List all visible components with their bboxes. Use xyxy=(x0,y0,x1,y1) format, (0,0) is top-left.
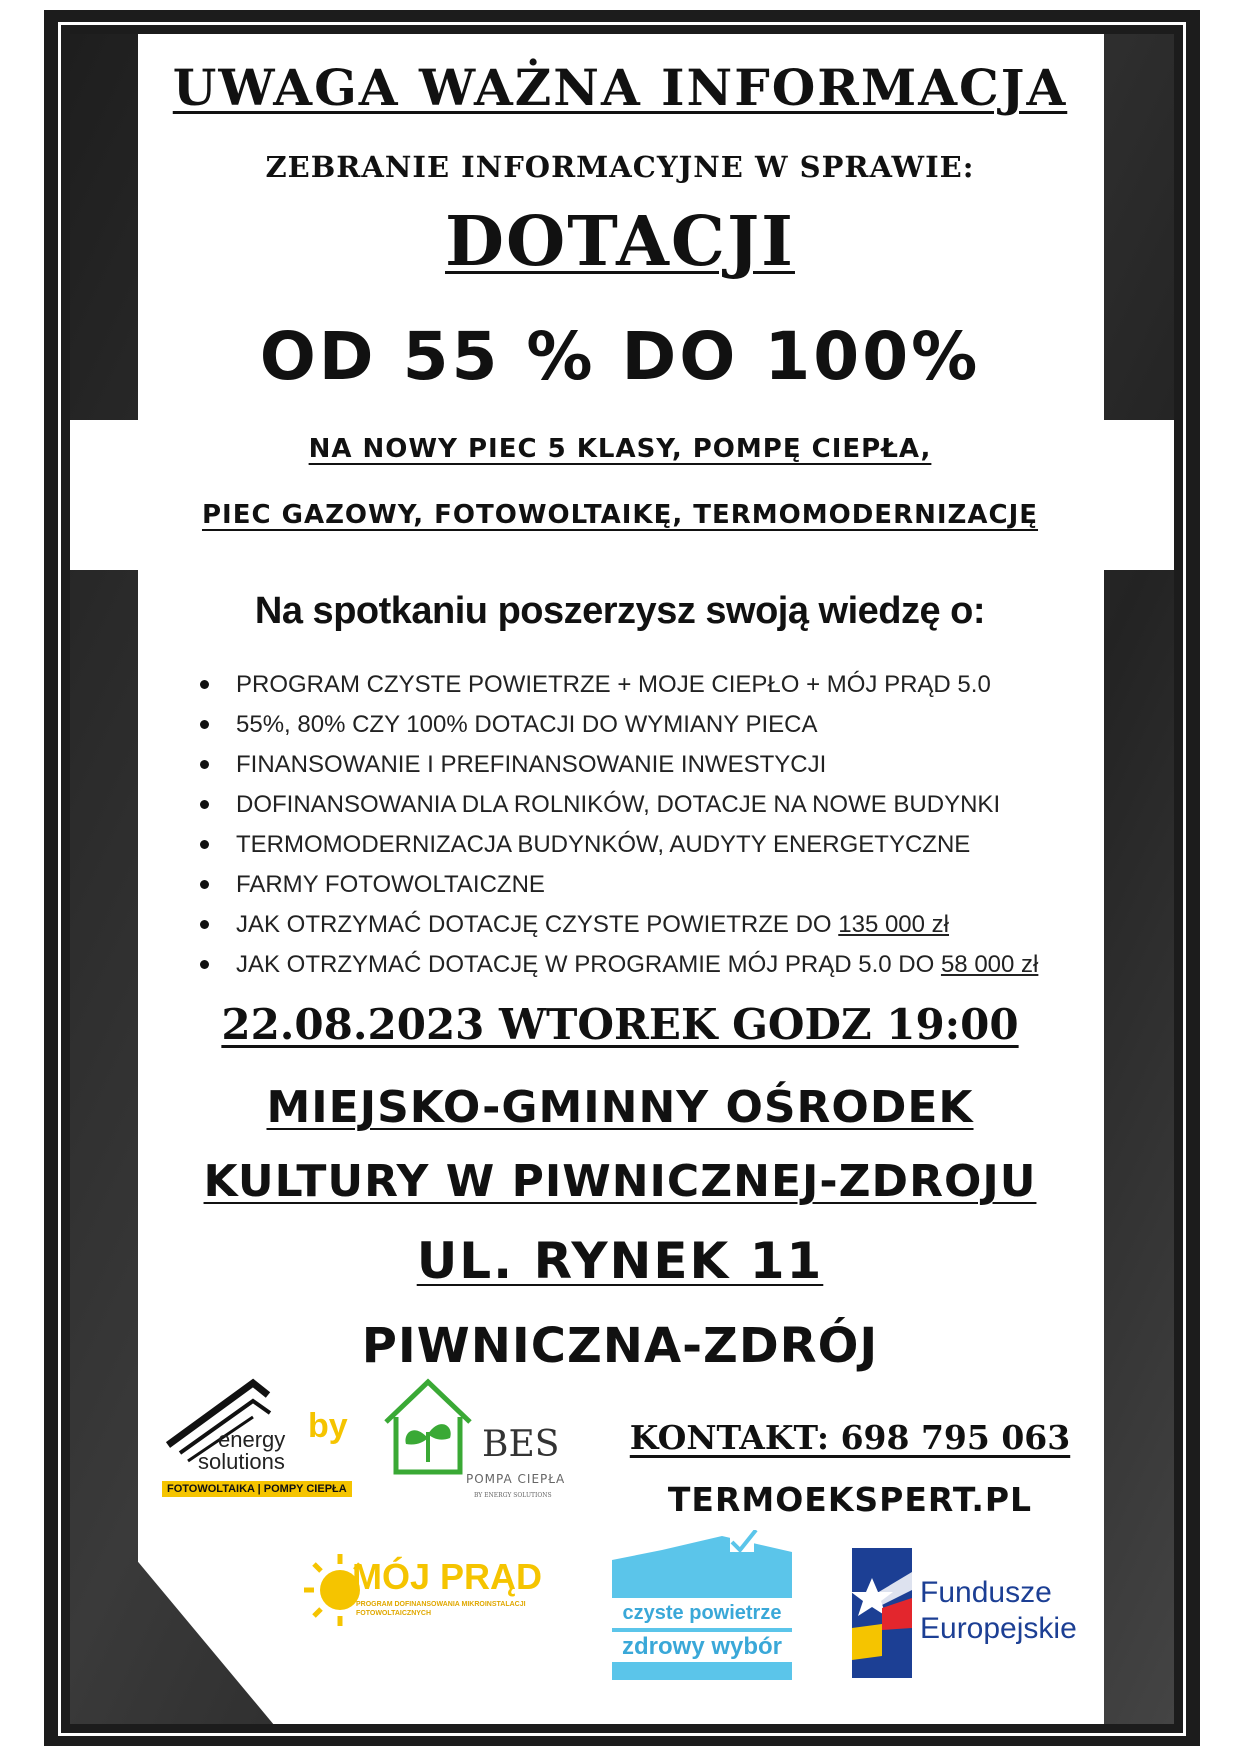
bullet-icon xyxy=(200,800,209,809)
list-item xyxy=(196,905,1096,945)
czyste-powietrze-logo xyxy=(612,1530,792,1680)
list-item-text: FINANSOWANIE I PREFINANSOWANIE INWESTYCJI xyxy=(236,751,827,778)
bes-name: BES xyxy=(482,1424,560,1465)
czyste-line-1: czyste powietrze xyxy=(622,1602,782,1624)
poster-subtitle: ZEBRANIE INFORMACYJNE W SPRAWIE: xyxy=(265,150,975,184)
bullet-icon xyxy=(200,880,209,889)
fundusze-europejskie-logo xyxy=(852,1548,1082,1678)
scope-line-1: NA NOWY PIEC 5 KLASY, POMPĘ CIEPŁA, xyxy=(308,434,932,464)
venue-city: PIWNICZNA-ZDRÓJ xyxy=(361,1318,879,1374)
list-item xyxy=(196,865,1096,905)
contact-phone: KONTAKT: 698 795 063 xyxy=(629,1418,1071,1457)
subsidy-range: OD 55 % DO 100% xyxy=(259,318,981,395)
topics-list xyxy=(196,665,1096,985)
list-item-amount: 58 000 zł xyxy=(940,951,1039,978)
by-word: by xyxy=(308,1407,348,1445)
list-item-text: FARMY FOTOWOLTAICZNE xyxy=(236,871,545,898)
event-datetime: 22.08.2023 WTOREK GODZ 19:00 xyxy=(221,1000,1019,1049)
list-item-text: TERMOMODERNIZACJA BUDYNKÓW, AUDYTY ENERGETYCZNE xyxy=(236,831,971,858)
list-item-amount: 135 000 zł xyxy=(838,911,950,938)
list-item-text: 55%, 80% CZY 100% DOTACJI DO WYMIANY PIECA xyxy=(236,711,818,738)
list-item-text: PROGRAM CZYSTE POWIETRZE + MOJE CIEPŁO + MÓJ PRĄD 5.0 xyxy=(236,671,991,698)
list-item xyxy=(196,705,1096,745)
solutions-word: solutions xyxy=(198,1449,285,1474)
list-item xyxy=(196,825,1096,865)
poster-topic: DOTACJI xyxy=(445,202,795,282)
energy-tagline: FOTOWOLTAIKA | POMPY CIEPŁA xyxy=(162,1481,352,1497)
venue-street: UL. RYNEK 11 xyxy=(416,1232,824,1290)
bullet-icon xyxy=(200,960,209,969)
poster-title: UWAGA WAŻNA INFORMACJA xyxy=(172,58,1068,117)
venue-line-1: MIEJSKO-GMINNY OŚRODEK xyxy=(266,1082,974,1133)
list-item-text: JAK OTRZYMAĆ DOTACJĘ W PROGRAMIE MÓJ PRĄD 5.0 DO xyxy=(236,951,941,978)
list-item xyxy=(196,785,1096,825)
moj-prad-name: MÓJ PRĄD xyxy=(352,1556,543,1597)
bullet-icon xyxy=(200,840,209,849)
eu-funds-icon xyxy=(852,1548,912,1678)
moj-prad-logo xyxy=(300,1550,600,1630)
fundusze-line-2: Europejskie xyxy=(920,1612,1077,1645)
house-leaf-icon xyxy=(378,1372,478,1482)
energy-word: energy xyxy=(218,1427,286,1452)
venue-line-2: KULTURY W PIWNICZNEJ-ZDROJU xyxy=(203,1156,1037,1207)
list-item-text: JAK OTRZYMAĆ DOTACJĘ CZYSTE POWIETRZE DO xyxy=(236,911,839,938)
list-item xyxy=(196,745,1096,785)
bullet-icon xyxy=(200,760,209,769)
bes-small: BY ENERGY SOLUTIONS xyxy=(474,1492,552,1499)
list-item xyxy=(196,665,1096,705)
energy-solutions-logo xyxy=(158,1375,363,1505)
list-item xyxy=(196,945,1096,985)
bes-sub: POMPA CIEPŁA xyxy=(466,1472,566,1486)
bullet-icon xyxy=(200,920,209,929)
list-item-text: DOFINANSOWANIA DLA ROLNIKÓW, DOTACJE NA NOWE BUDYNKI xyxy=(236,791,1001,818)
fundusze-line-1: Fundusze xyxy=(920,1576,1052,1609)
czyste-line-2: zdrowy wybór xyxy=(621,1633,783,1660)
moj-prad-tagline: PROGRAM DOFINANSOWANIA MIKROINSTALACJI FOTOWOLTAICZNYCH xyxy=(356,1601,526,1617)
bullet-icon xyxy=(200,680,209,689)
knowledge-heading: Na spotkaniu poszerzysz swoją wiedzę o: xyxy=(254,590,986,632)
bes-logo xyxy=(378,1372,578,1512)
bullet-icon xyxy=(200,720,209,729)
contact-website: TERMOEKSPERT.PL xyxy=(667,1480,1033,1519)
scope-line-2: PIEC GAZOWY, FOTOWOLTAIKĘ, TERMOMODERNIZACJĘ xyxy=(201,500,1039,530)
